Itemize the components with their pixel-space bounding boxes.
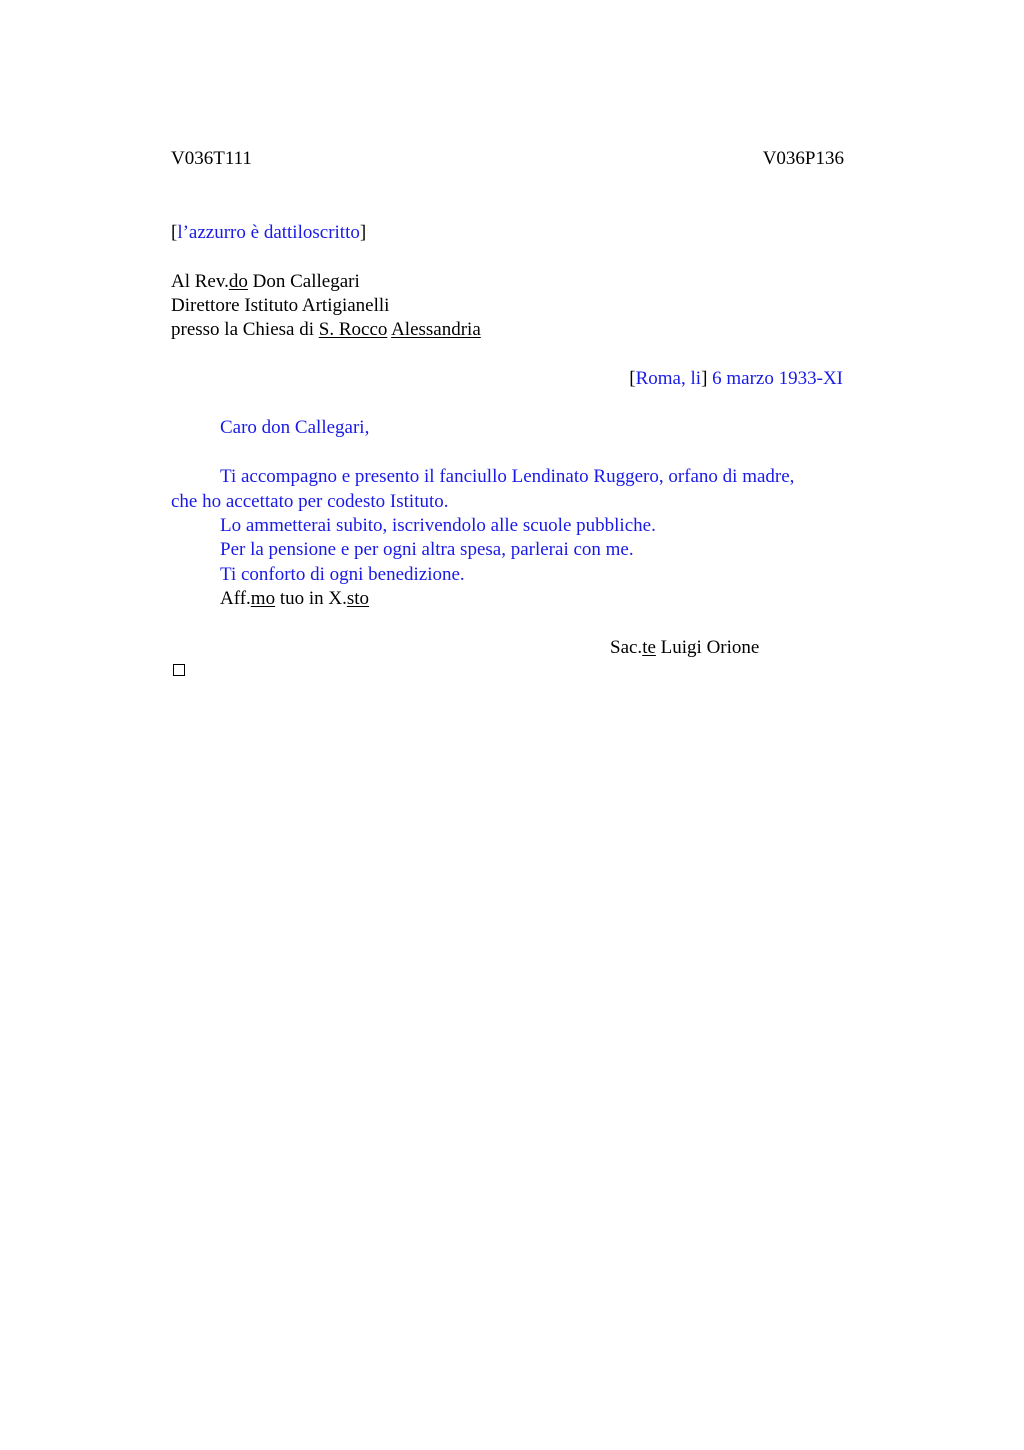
address-line-3-a: presso la Chiesa di	[171, 319, 319, 340]
note-open-bracket: [	[171, 222, 178, 243]
closing-b: mo	[250, 588, 276, 609]
square-mark-icon	[173, 664, 185, 676]
letter-date	[629, 367, 843, 391]
address-line-2: Direttore Istituto Artigianelli	[171, 295, 390, 316]
paragraph-2: Lo ammetterai subito, iscrivendolo alle scuole pubbliche.	[220, 515, 656, 536]
address-line-1-a: Al Rev.	[171, 271, 229, 292]
address-line-3-b: S. Rocco	[318, 319, 388, 340]
address-line-1-c: Don Callegari	[247, 271, 360, 292]
closing-d: sto	[346, 588, 370, 609]
signature-a: Sac.	[610, 637, 643, 658]
paragraph-4: Ti conforto di ogni benedizione.	[220, 564, 465, 585]
address-line-1-b: do	[228, 271, 248, 292]
signature	[610, 636, 759, 660]
closing	[220, 587, 369, 611]
salutation: Caro don Callegari,	[220, 417, 370, 438]
header-left-code: V036T111	[171, 148, 252, 169]
date-close-bracket: ]	[701, 368, 708, 389]
date-place: Roma, li	[635, 368, 702, 389]
date-text: 6 marzo 1933-XI	[707, 368, 843, 389]
note-text: l’azzurro è dattiloscritto	[177, 222, 360, 243]
signature-c: Luigi Orione	[655, 637, 760, 658]
address-line-3	[171, 318, 481, 342]
signature-b: te	[642, 637, 656, 658]
address-line-3-d: Alessandria	[391, 319, 481, 340]
editorial-note	[171, 221, 366, 245]
paragraph-1-line-2: che ho accettato per codesto Istituto.	[171, 491, 449, 512]
paragraph-1-line-1: Ti accompagno e presento il fanciullo Lendinato Ruggero, orfano di madre,	[220, 466, 795, 487]
closing-a: Aff.	[220, 588, 251, 609]
closing-c: tuo in X.	[275, 588, 347, 609]
note-close-bracket: ]	[359, 222, 367, 243]
date-open-bracket: [	[629, 368, 636, 389]
paragraph-3: Per la pensione e per ogni altra spesa, parlerai con me.	[220, 539, 634, 560]
address-line-1	[171, 270, 360, 294]
header-right-code: V036P136	[762, 148, 844, 169]
